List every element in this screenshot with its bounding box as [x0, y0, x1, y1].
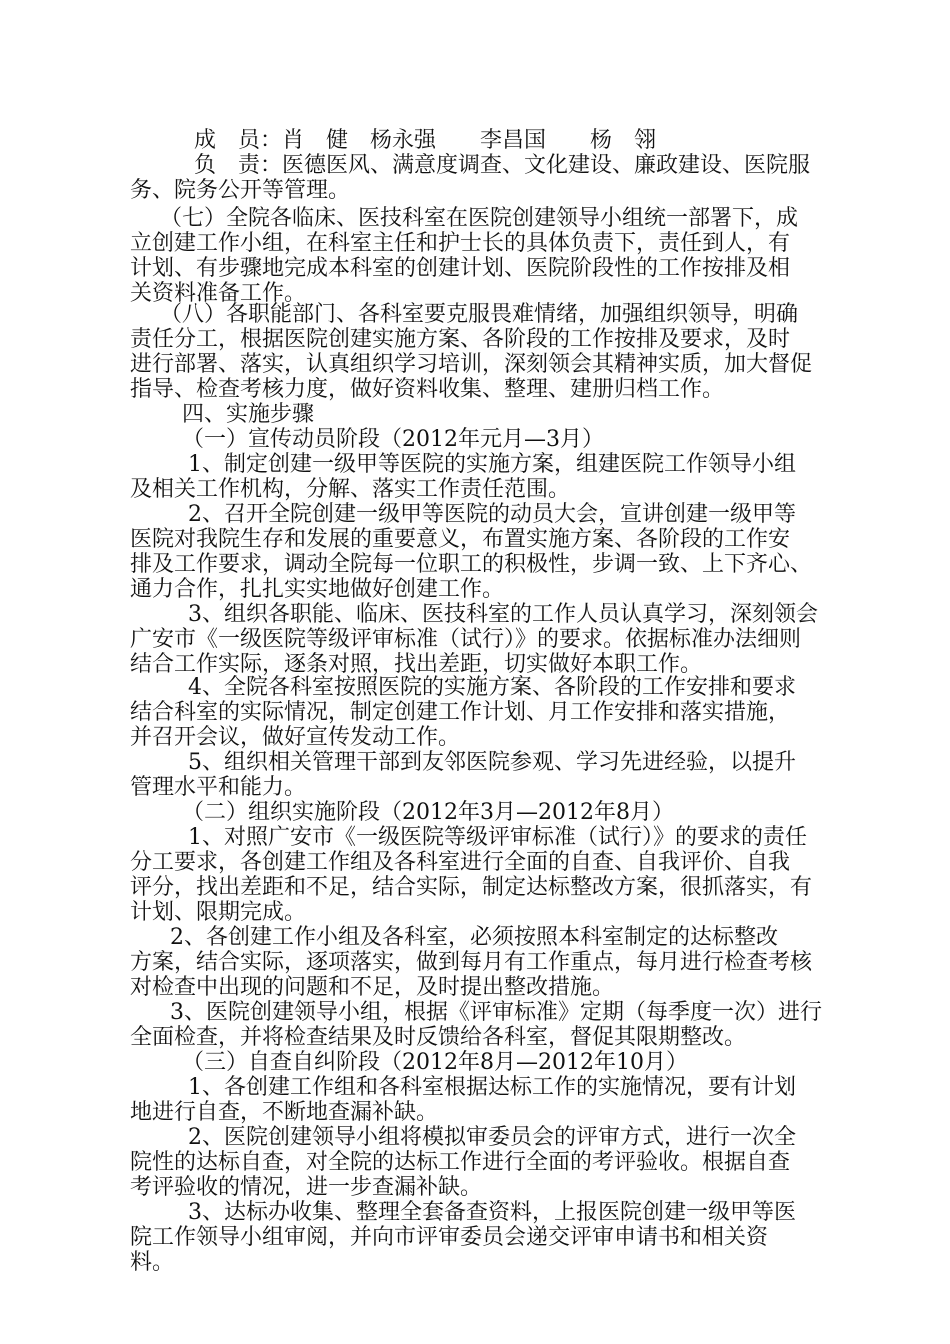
stage-three-item-2-line-1: 2、医院创建领导小组将模拟审委员会的评审方式，进行一次全	[188, 1125, 796, 1150]
stage-one-title: （一）宣传动员阶段（2012年元月—3月）	[182, 427, 604, 452]
stage-three-item-2-line-3: 考评验收的情况，进一步查漏补缺。	[130, 1175, 483, 1200]
paragraph-seven-line-2: 立创建工作小组，在科室主任和护士长的具体负责下，责任到人，有	[130, 231, 791, 256]
paragraph-eight-line-2: 责任分工，根据医院创建实施方案、各阶段的工作按排及要求，及时	[130, 327, 791, 352]
paragraph-eight-line-3: 进行部署、落实，认真组织学习培训，深刻领会其精神实质，加大督促	[130, 352, 813, 377]
stage-one-item-4-line-1: 4、全院各科室按照医院的实施方案、各阶段的工作安排和要求	[188, 675, 796, 700]
stage-two-item-3-line-2: 全面检查，并将检查结果及时反馈给各科室，督促其限期整改。	[130, 1025, 747, 1050]
stage-two-item-1-line-3: 评分，找出差距和不足，结合实际，制定达标整改方案，很抓落实，有	[130, 875, 813, 900]
stage-one-item-4-line-2: 结合科室的实际情况，制定创建工作计划、月工作安排和落实措施，	[130, 700, 791, 725]
stage-two-item-2-line-3: 对检查中出现的问题和不足，及时提出整改措施。	[130, 975, 615, 1000]
stage-three-item-3-line-2: 院工作领导小组审阅，并向市评审委员会递交评审申请书和相关资	[130, 1225, 769, 1250]
stage-two-item-2-line-2: 方案，结合实际，逐项落实，做到每月有工作重点，每月进行检查考核	[130, 950, 813, 975]
member-line: 成 员：肖 健 杨永强 李昌国 杨 翎	[194, 128, 657, 153]
stage-one-item-3-line-1: 3、组织各职能、临床、医技科室的工作人员认真学习，深刻领会	[188, 602, 818, 627]
responsibility-line: 负 责：医德医风、满意度调查、文化建设、廉政建设、医院服	[194, 153, 811, 178]
stage-three-item-3-line-1: 3、达标办收集、整理全套备查资料，上报医院创建一级甲等医	[188, 1200, 796, 1225]
stage-three-item-1-line-1: 1、各创建工作组和各科室根据达标工作的实施情况，要有计划	[188, 1075, 796, 1100]
stage-one-item-2-line-4: 通力合作，扎扎实实地做好创建工作。	[130, 577, 505, 602]
stage-one-item-1-line-2: 及相关工作机构，分解、落实工作责任范围。	[130, 477, 571, 502]
stage-one-item-2-line-3: 排及工作要求，调动全院每一位职工的积极性，步调一致、上下齐心、	[130, 552, 813, 577]
paragraph-seven-line-4: 关资料准备工作。	[130, 281, 307, 306]
paragraph-seven-line-1: （七）全院各临床、医技科室在医院创建领导小组统一部署下，成	[160, 206, 799, 231]
stage-two-title: （二）组织实施阶段（2012年3月—2012年8月）	[182, 800, 674, 825]
stage-one-item-3-line-3: 结合工作实际，逐条对照，找出差距，切实做好本职工作。	[130, 652, 703, 677]
stage-one-item-5-line-1: 5、组织相关管理干部到友邻医院参观、学习先进经验，以提升	[188, 750, 796, 775]
stage-three-item-1-line-2: 地进行自查，不断地查漏补缺。	[130, 1100, 439, 1125]
stage-one-item-3-line-2: 广安市《一级医院等级评审标准（试行）》的要求。依据标准办法细则	[130, 627, 802, 652]
stage-three-item-2-line-2: 院性的达标自查，对全院的达标工作进行全面的考评验收。根据自查	[130, 1150, 791, 1175]
stage-one-item-5-line-2: 管理水平和能力。	[130, 775, 307, 800]
stage-three-title: （三）自查自纠阶段（2012年8月—2012年10月）	[182, 1050, 688, 1075]
stage-two-item-3-line-1: 3、医院创建领导小组，根据《评审标准》定期（每季度一次）进行	[170, 1000, 822, 1025]
stage-two-item-1-line-2: 分工要求，各创建工作组及各科室进行全面的自查、自我评价、自我	[130, 850, 791, 875]
paragraph-seven-line-3: 计划、有步骤地完成本科室的创建计划、医院阶段性的工作按排及相	[130, 256, 791, 281]
responsibility-line-cont: 务、院务公开等管理。	[130, 178, 351, 203]
stage-two-item-1-line-1: 1、对照广安市《一级医院等级评审标准（试行）》的要求的责任	[188, 825, 807, 850]
paragraph-eight-line-1: （八）各职能部门、各科室要克服畏难情绪，加强组织领导，明确	[160, 302, 799, 327]
stage-one-item-1-line-1: 1、制定创建一级甲等医院的实施方案，组建医院工作领导小组	[188, 452, 796, 477]
stage-two-item-1-line-4: 计划、限期完成。	[130, 900, 307, 925]
paragraph-eight-line-4: 指导、检查考核力度，做好资料收集、整理、建册归档工作。	[130, 377, 725, 402]
stage-three-item-3-line-3: 料。	[130, 1250, 175, 1275]
stage-one-item-2-line-2: 医院对我院生存和发展的重要意义，布置实施方案、各阶段的工作安	[130, 527, 791, 552]
stage-one-item-4-line-3: 并召开会议，做好宣传发动工作。	[130, 725, 461, 750]
stage-two-item-2-line-1: 2、各创建工作小组及各科室，必须按照本科室制定的达标整改	[170, 925, 778, 950]
stage-one-item-2-line-1: 2、召开全院创建一级甲等医院的动员大会，宣讲创建一级甲等	[188, 502, 796, 527]
section-title-implementation: 四、实施步骤	[182, 402, 315, 427]
